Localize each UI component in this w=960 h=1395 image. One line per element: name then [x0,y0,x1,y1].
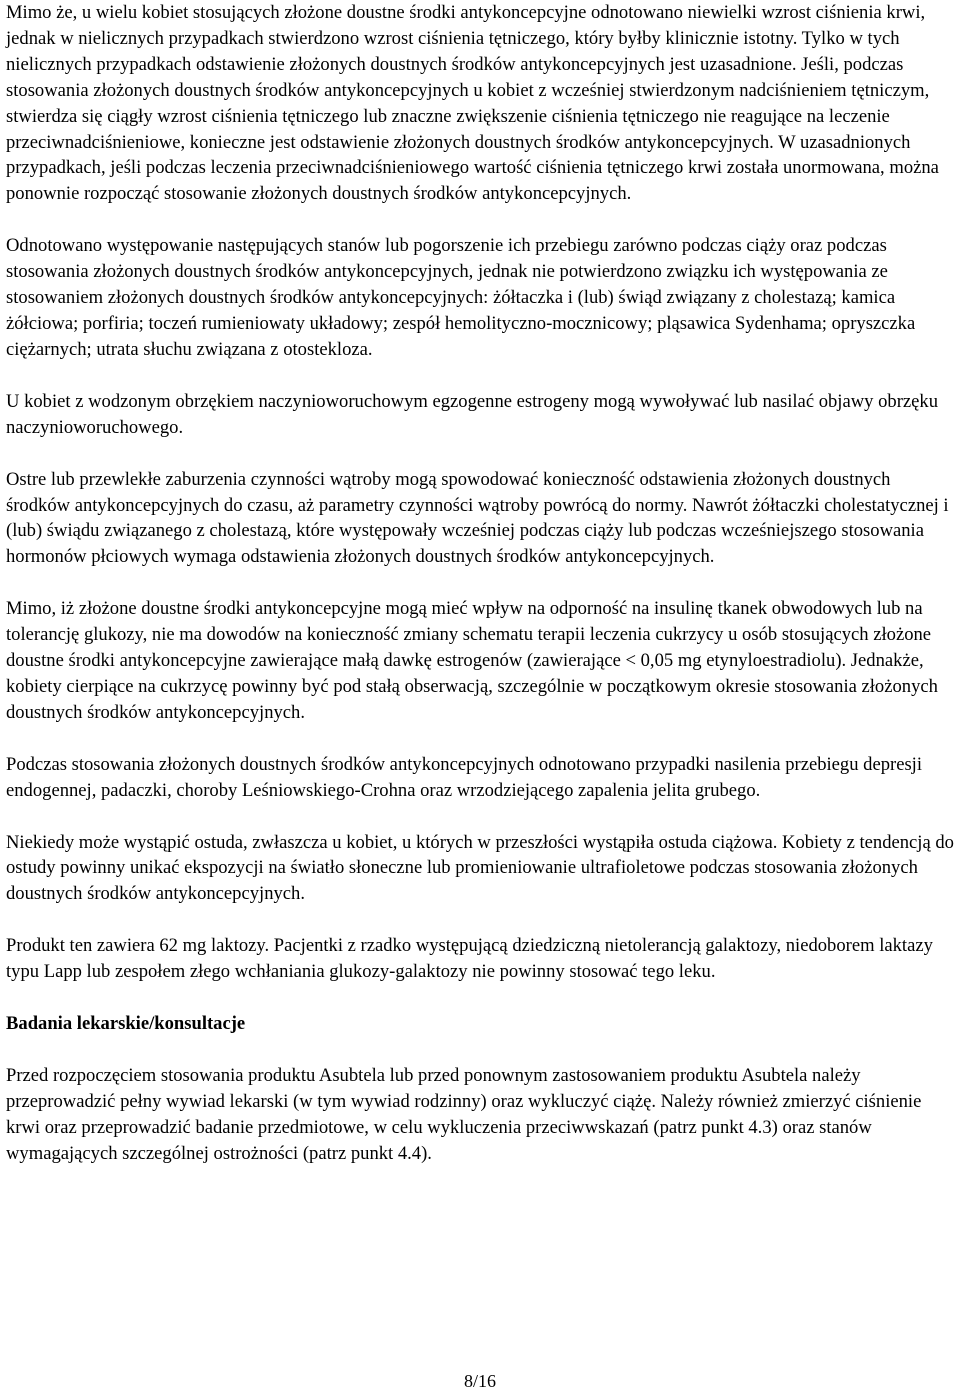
paragraph-diabetes: Mimo, iż złożone doustne środki antykoncepcyjne mogą mieć wpływ na odporność na insulinę tkanek obwodowych lub na tolerancję glukozy, nie ma dowodów na konieczność zmiany schematu terapii leczenia cukrzycy u osób stosujących złożone doustne środki antykoncepcyjne zawierające małą dawkę estrogenów (zawierające < 0,05 mg etynyloestradiolu). Jednakże, kobiety cierpiące na cukrzycę powinny być pod stałą obserwacją, szczególnie w początkowym okresie stosowania złożonych doustnych środków antykoncepcyjnych. [6,598,938,723]
paragraph-angioedema: U kobiet z wodzonym obrzękiem naczynioworuchowym egzogenne estrogeny mogą wywoływać lub nasilać objawy obrzęku naczynioworuchowego. [6,390,938,438]
paragraph-liver: Ostre lub przewlekłe zaburzenia czynności wątroby mogą spowodować konieczność odstawienia złożonych doustnych środków antykoncepcyjnych do czasu, aż parametry czynności wątroby powrócą do normy. Nawrót żółtaczki cholestatycznej i (lub) świądu związanego z cholestazą, które występowały wcześniej podczas ciąży lub podczas wcześniejszego stosowania hormonów płciowych wymaga odstawienia złożonych doustnych środków antykoncepcyjnych. [6,468,949,568]
section-heading: Badania lekarskie/konsultacje [6,1013,246,1035]
paragraph-lactose: Produkt ten zawiera 62 mg laktozy. Pacjentki z rzadko występującą dziedziczną nietolerancją galaktozy, niedoborem laktazy typu Lapp lub zespołem złego wchłaniania glukozy-galaktozy nie powinny stosować tego leku. [6,935,933,983]
paragraph-chloasma: Niekiedy może wystąpić ostuda, zwłaszcza u kobiet, u których w przeszłości wystąpiła ostuda ciążowa. Kobiety z tendencją do ostudy powinny unikać ekspozycji na światło słoneczne lub promieniowanie ultrafioletowe podczas stosowania złożonych doustnych środków antykoncepcyjnych. [6,831,954,905]
paragraph-medical-exam: Przed rozpoczęciem stosowania produktu Asubtela lub przed ponownym zastosowaniem produktu Asubtela należy przeprowadzić pełny wywiad lekarski (w tym wywiad rodzinny) oraz wykluczyć ciążę. Należy również zmierzyć ciśnienie krwi oraz przeprowadzić badanie przedmiotowe, w celu wykluczenia przeciwwskazań (patrz punkt 4.3) oraz stanów wymagających szczególnej ostrożności (patrz punkt 4.4). [6,1065,922,1164]
paragraph-conditions: Odnotowano występowanie następujących stanów lub pogorszenie ich przebiegu zarówno podczas ciąży oraz podczas stosowania złożonych doustnych środków antykoncepcyjnych, jednak nie potwierdzono związku ich występowania ze stosowaniem złożonych doustnych środków antykoncepcyjnych: żółtaczka i (lub) świąd związany z cholestazą; kamica żółciowa; porfiria; toczeń rumieniowaty układowy; zespół hemolityczno-mocznicowy; pląsawica Sydenhama; opryszczka ciężarnych; utrata słuchu związana z otostekloza. [6,235,916,360]
page-number: 8/16 [463,1371,496,1391]
paragraph-blood-pressure: Mimo że, u wielu kobiet stosujących złożone doustne środki antykoncepcyjne odnotowano niewielki wzrost ciśnienia krwi, jednak w nielicznych przypadkach stwierdzono wzrost ciśnienia tętniczego, który byłby klinicznie istotny. Tylko w tych nielicznych przypadkach odstawienie złożonych doustnych środków antykoncepcyjnych jest uzasadnione. Jeśli, podczas stosowania złożonych doustnych środków antykoncepcyjnych u kobiet z wcześniej stwierdzonym nadciśnieniem tętniczym, stwierdza się ciągły wzrost ciśnienia tętniczego lub znaczne zwiększenie ciśnienia tętniczego nie reagujące na leczenie przeciwnadciśnieniowe, konieczne jest odstawienie złożonych doustnych środków antykoncepcyjnych. W uzasadnionych przypadkach, jeśli podczas leczenia przeciwnadciśnieniowego wartość ciśnienia tętniczego krwi została unormowana, można ponownie rozpocząć stosowanie złożonych doustnych środków antykoncepcyjnych. [6,2,939,205]
document-page [6,0,956,1193]
paragraph-depression: Podczas stosowania złożonych doustnych środków antykoncepcyjnych odnotowano przypadki nasilenia przebiegu depresji endogennej, padaczki, choroby Leśniowskiego-Crohna oraz wrzodziejącego zapalenia jelita grubego. [6,753,923,801]
